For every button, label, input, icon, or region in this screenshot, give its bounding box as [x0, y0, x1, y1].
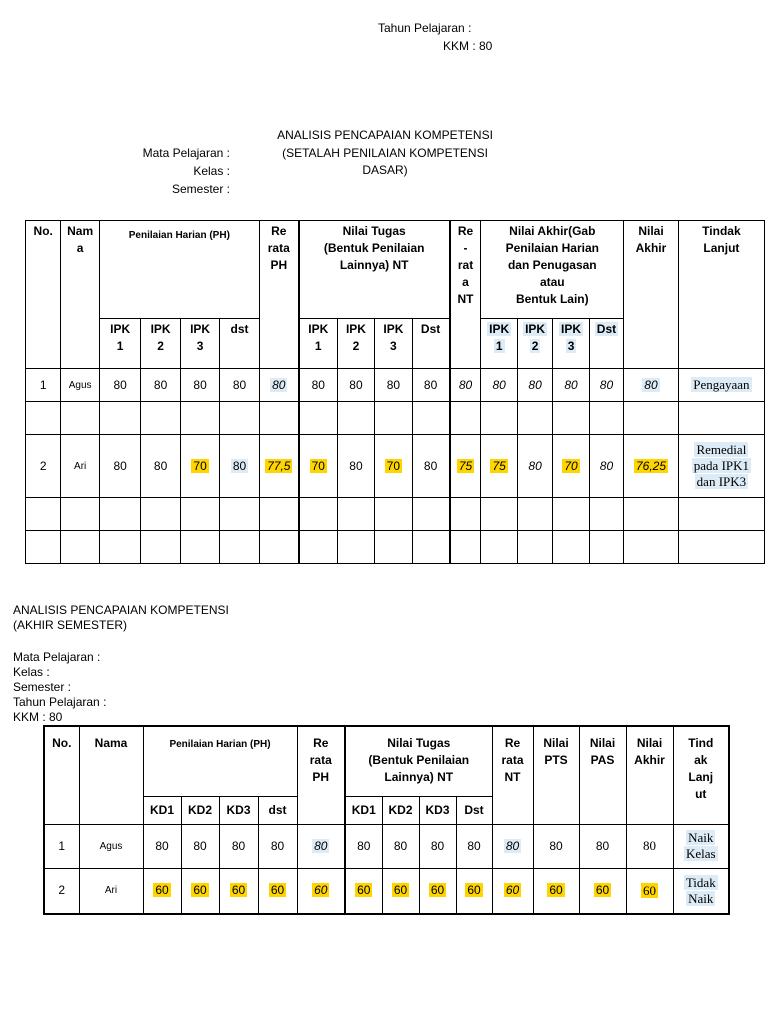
cell-tindak-lanjut: Pengayaan [678, 369, 764, 402]
cell-ph: 80 [181, 824, 219, 868]
cell-rerata-ph: 60 [297, 868, 345, 914]
th2-nt-dst: Dst [456, 796, 492, 824]
cell-na: 80 [553, 369, 589, 402]
th-ph-dst: dst [220, 319, 259, 369]
cell-pas: 60 [579, 868, 626, 914]
cell-ph: 80 [220, 435, 259, 498]
cell-na: 80 [589, 435, 623, 498]
cell-nt: 60 [419, 868, 456, 914]
th2-kd2: KD2 [181, 796, 219, 824]
th-nama: Nam a [61, 221, 99, 369]
cell-pts: 60 [533, 868, 579, 914]
section2-kkm-label: KKM : 80 [13, 710, 63, 724]
section1-kelas-label: Kelas : [193, 164, 230, 178]
th2-nilai-akhir: Nilai Akhir [626, 726, 673, 824]
cell-na: 80 [589, 369, 623, 402]
cell-nt: 70 [375, 435, 412, 498]
cell-na: 75 [481, 435, 517, 498]
cell-nilai-akhir: 76,25 [624, 435, 679, 498]
cell-na: 70 [553, 435, 589, 498]
th-tindak-lanjut: Tindak Lanjut [678, 221, 764, 369]
section1-title-line3: DASAR) [362, 163, 408, 177]
th2-nt-kd3: KD3 [419, 796, 456, 824]
th2-kd3: KD3 [219, 796, 258, 824]
th-nt-ipk1: IPK 1 [299, 319, 337, 369]
table-row-empty [26, 402, 765, 435]
cell-nama: Agus [79, 824, 143, 868]
cell-tindak-lanjut: Remedial pada IPK1 dan IPK3 [678, 435, 764, 498]
cell-ph: 80 [143, 824, 181, 868]
th2-nilai-pas: Nilai PAS [579, 726, 626, 824]
cell-rerata-ph: 80 [297, 824, 345, 868]
cell-no: 1 [44, 824, 79, 868]
cell-ph: 60 [219, 868, 258, 914]
th-penilaian-harian: Penilaian Harian (PH) [99, 221, 259, 319]
th-ph-ipk2: IPK 2 [141, 319, 180, 369]
th2-nt-kd2: KD2 [382, 796, 419, 824]
cell-rerata-ph: 77,5 [259, 435, 298, 498]
th-nt-ipk3: IPK 3 [375, 319, 412, 369]
cell-nilai-akhir: 60 [626, 868, 673, 914]
cell-tindak-lanjut: Naik Kelas [673, 824, 729, 868]
tahun-pelajaran-label: Tahun Pelajaran : [378, 21, 472, 35]
cell-nilai-akhir: 80 [626, 824, 673, 868]
th-nilai-akhir-gab: Nilai Akhir(Gab Penilaian Harian dan Penugasan atau Bentuk Lain) [481, 221, 624, 319]
th2-kd1: KD1 [143, 796, 181, 824]
cell-rerata-nt: 75 [450, 435, 481, 498]
cell-nt: 60 [382, 868, 419, 914]
th-ph-ipk1: IPK 1 [99, 319, 141, 369]
section2-semester-label: Semester : [13, 680, 72, 694]
cell-ph: 60 [143, 868, 181, 914]
cell-na: 80 [481, 369, 517, 402]
cell-nama: Ari [79, 868, 143, 914]
cell-ph: 60 [181, 868, 219, 914]
analysis-table-semester [43, 725, 730, 915]
cell-no: 1 [26, 369, 61, 402]
cell-ph: 60 [258, 868, 297, 914]
th2-penilaian-harian: Penilaian Harian (PH) [143, 726, 297, 796]
cell-ph: 80 [141, 369, 180, 402]
section2-kelas-label: Kelas : [13, 665, 50, 679]
cell-pts: 80 [533, 824, 579, 868]
kkm-label: KKM : 80 [443, 39, 493, 53]
table-row [44, 824, 729, 868]
cell-tindak-lanjut: Tidak Naik [673, 868, 729, 914]
th-rerata-ph: Re rata PH [259, 221, 298, 369]
th2-dst: dst [258, 796, 297, 824]
section1-title-line1: ANALISIS PENCAPAIAN KOMPETENSI [277, 128, 493, 142]
th-nilai-akhir: Nilai Akhir [624, 221, 679, 369]
th-nt-dst: Dst [412, 319, 449, 369]
cell-ph: 80 [258, 824, 297, 868]
table-row-empty [26, 531, 765, 564]
section2-tahun-label: Tahun Pelajaran : [13, 695, 107, 709]
th2-rerata-ph: Re rata PH [297, 726, 345, 824]
table-row [26, 369, 765, 402]
th-ph-ipk3: IPK 3 [180, 319, 219, 369]
cell-ph: 80 [219, 824, 258, 868]
cell-ph: 80 [99, 369, 141, 402]
cell-rerata-nt: 80 [492, 824, 533, 868]
cell-nt: 80 [412, 369, 449, 402]
section2-title-line1: ANALISIS PENCAPAIAN KOMPETENSI [13, 603, 229, 617]
th-na-ipk2: IPK 2 [517, 319, 552, 369]
cell-nt: 80 [419, 824, 456, 868]
cell-nilai-akhir: 80 [624, 369, 679, 402]
th-nt-ipk2: IPK 2 [337, 319, 374, 369]
cell-rerata-nt: 60 [492, 868, 533, 914]
th-na-dst: Dst [589, 319, 623, 369]
th-na-ipk3: IPK 3 [553, 319, 589, 369]
cell-ph: 80 [180, 369, 219, 402]
cell-nt: 80 [456, 824, 492, 868]
cell-nt: 80 [375, 369, 412, 402]
cell-no: 2 [26, 435, 61, 498]
cell-nt: 70 [299, 435, 337, 498]
section2-mapel-label: Mata Pelajaran : [13, 650, 101, 664]
table-row [26, 435, 765, 498]
cell-nt: 60 [456, 868, 492, 914]
th2-nilai-pts: Nilai PTS [533, 726, 579, 824]
analysis-table-kd [25, 220, 765, 564]
section1-mapel-label: Mata Pelajaran : [142, 146, 230, 160]
cell-nt: 80 [412, 435, 449, 498]
section1-title-line2: (SETALAH PENILAIAN KOMPETENSI [282, 146, 488, 160]
cell-nt: 80 [337, 369, 374, 402]
th2-rerata-nt: Re rata NT [492, 726, 533, 824]
cell-na: 80 [517, 435, 552, 498]
cell-nt: 80 [299, 369, 337, 402]
section2-title-line2: (AKHIR SEMESTER) [13, 618, 128, 632]
table-row-empty [26, 498, 765, 531]
cell-na: 80 [517, 369, 552, 402]
cell-nt: 80 [345, 824, 382, 868]
table-row [44, 868, 729, 914]
cell-rerata-ph: 80 [259, 369, 298, 402]
th-rerata-nt: Re - rat a NT [450, 221, 481, 369]
section1-semester-label: Semester : [171, 182, 230, 196]
cell-nt: 80 [382, 824, 419, 868]
cell-ph: 70 [180, 435, 219, 498]
cell-ph: 80 [99, 435, 141, 498]
cell-nama: Agus [61, 369, 99, 402]
th2-tindak-lanjut: Tind ak Lanj ut [673, 726, 729, 824]
th2-nilai-tugas: Nilai Tugas (Bentuk Penilaian Lainnya) NT [345, 726, 492, 796]
th-no: No. [26, 221, 61, 369]
cell-nama: Ari [61, 435, 99, 498]
cell-ph: 80 [220, 369, 259, 402]
th-na-ipk1: IPK 1 [481, 319, 517, 369]
th2-nama: Nama [79, 726, 143, 824]
cell-pas: 80 [579, 824, 626, 868]
cell-nt: 80 [337, 435, 374, 498]
cell-nt: 60 [345, 868, 382, 914]
th-nilai-tugas: Nilai Tugas (Bentuk Penilaian Lainnya) NT [299, 221, 450, 319]
cell-no: 2 [44, 868, 79, 914]
cell-ph: 80 [141, 435, 180, 498]
th2-no: No. [44, 726, 79, 824]
cell-rerata-nt: 80 [450, 369, 481, 402]
th2-nt-kd1: KD1 [345, 796, 382, 824]
